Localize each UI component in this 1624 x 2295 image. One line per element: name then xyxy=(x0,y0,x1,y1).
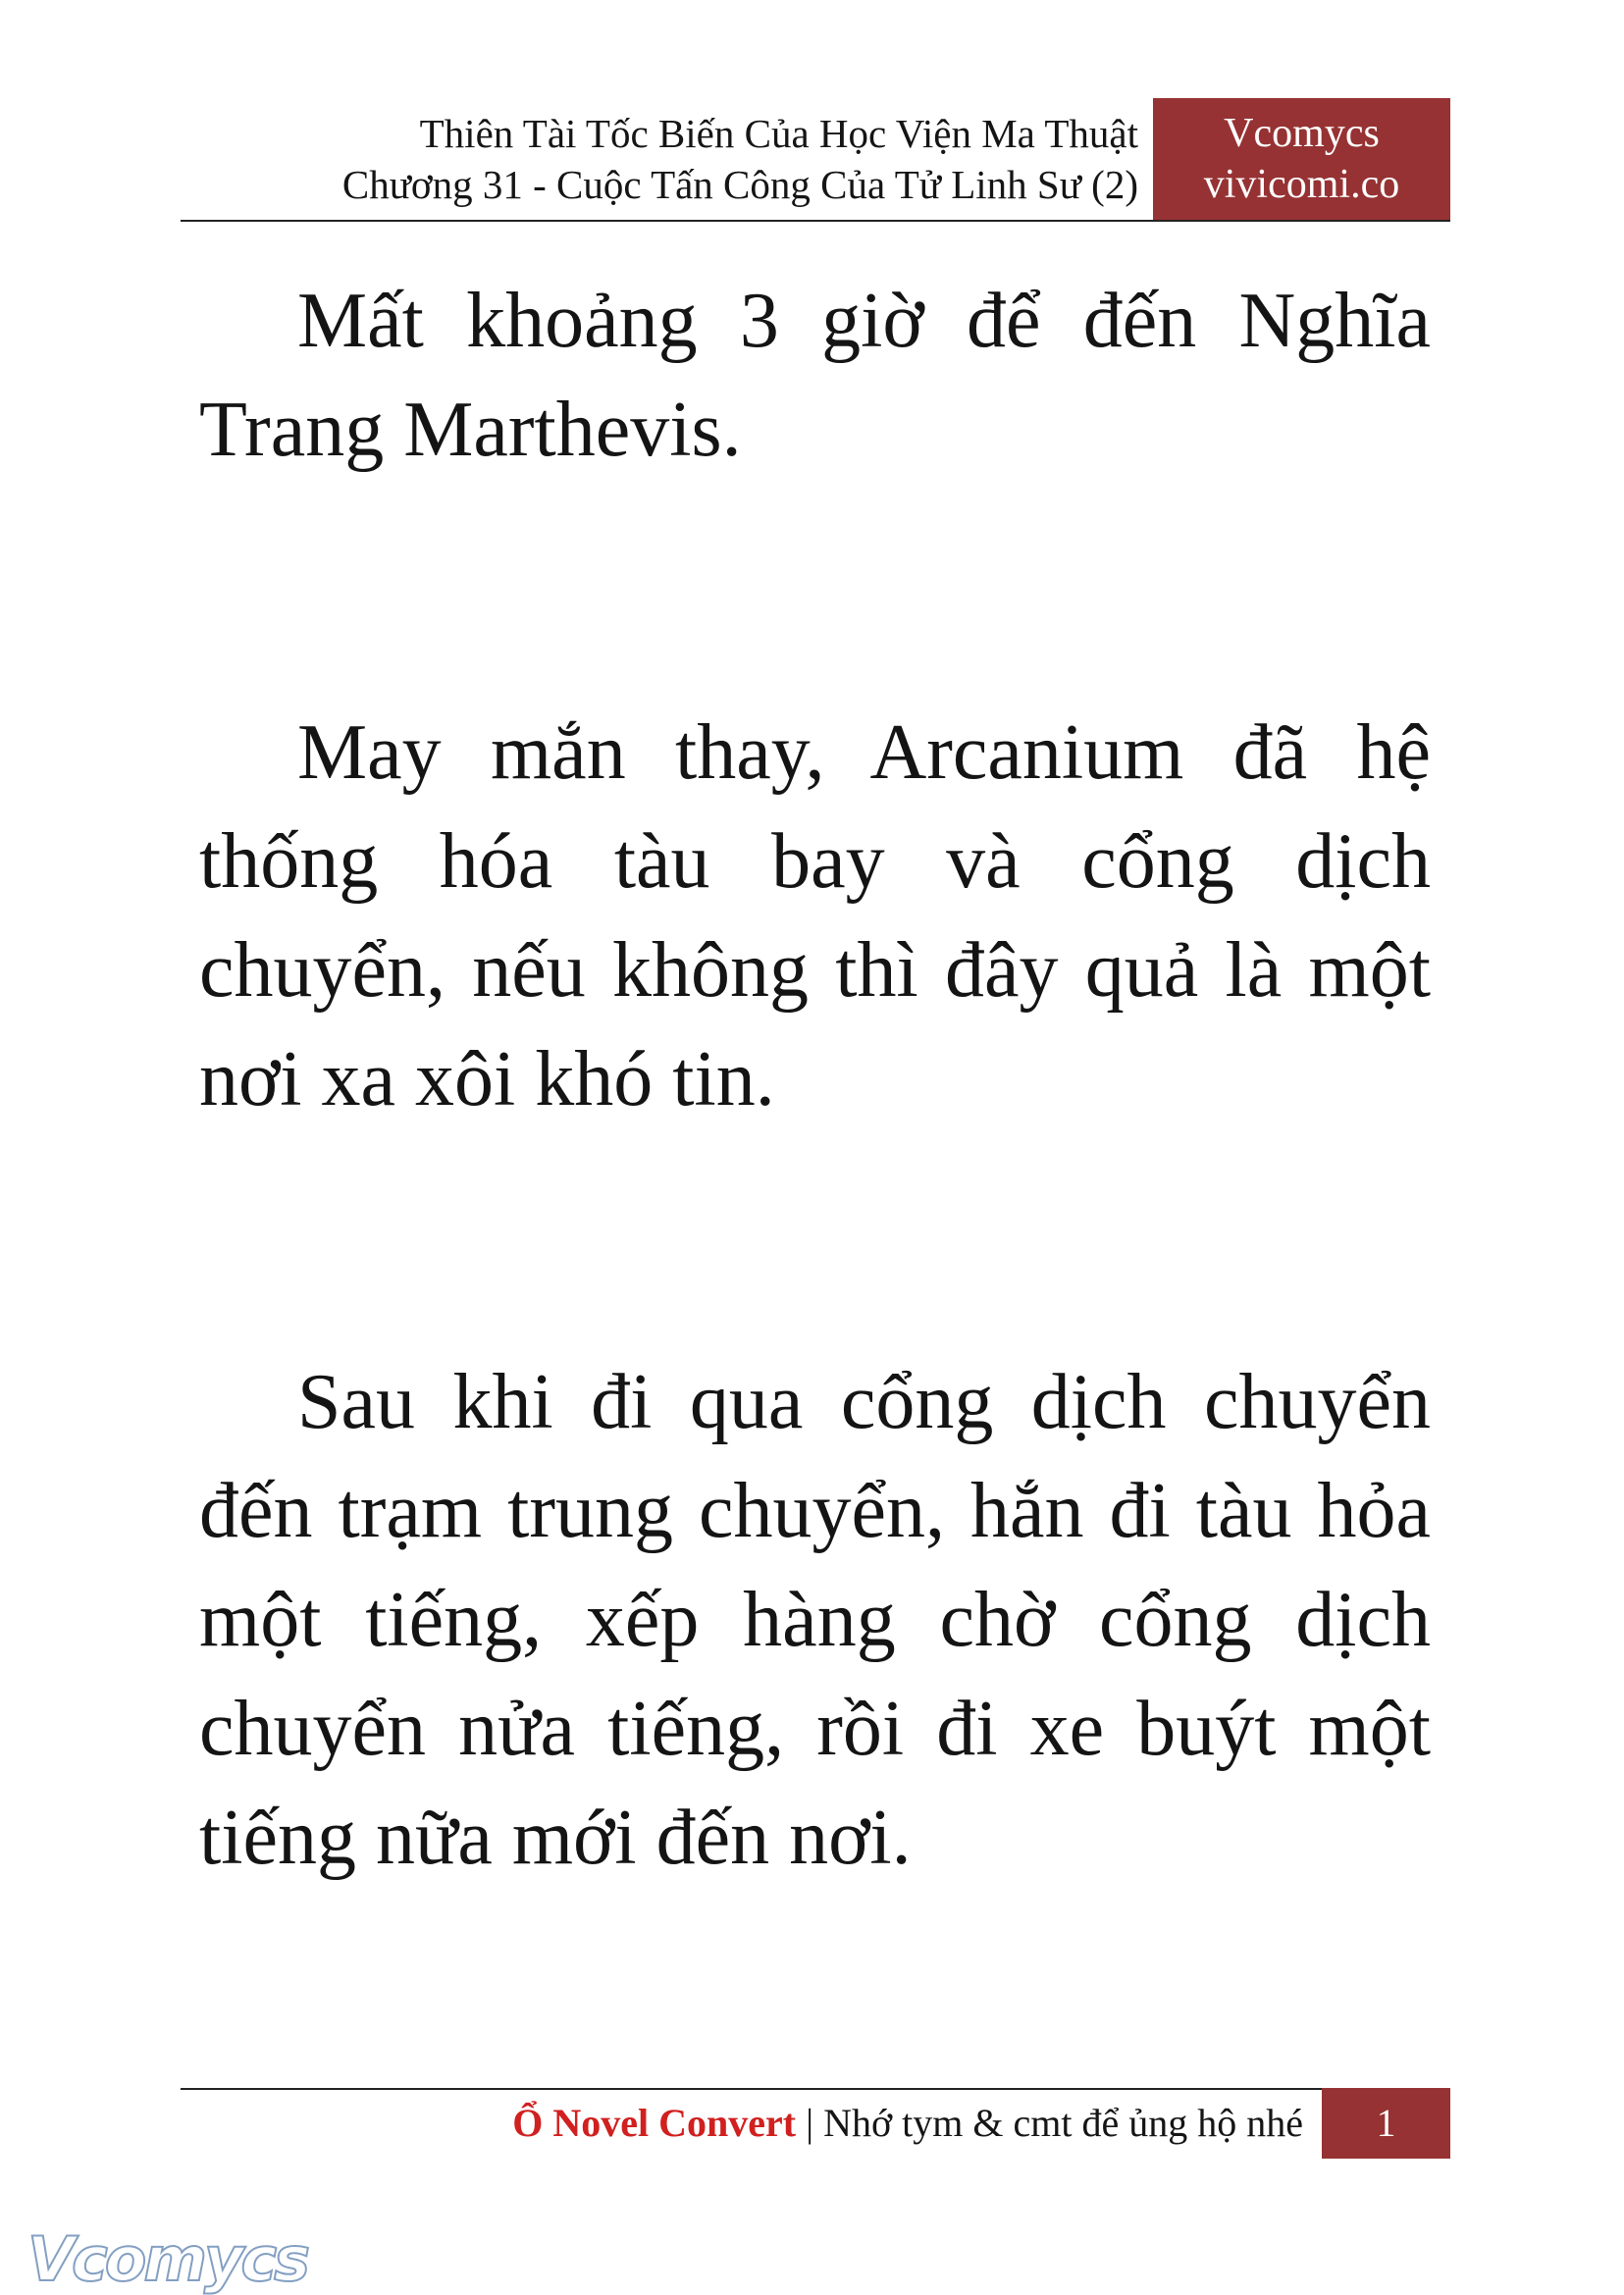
chapter-body xyxy=(199,267,1431,2107)
site-badge xyxy=(1153,98,1450,220)
footer-separator: | xyxy=(806,2101,814,2145)
footer-credits xyxy=(512,2096,1303,2151)
chapter-title: Chương 31 - Cuộc Tấn Công Của Tử Linh Sư (2) xyxy=(341,162,1138,207)
vcomycs-logo: Vcomycs xyxy=(27,2223,308,2295)
page-header xyxy=(181,98,1450,220)
site-url: vivicomi.co xyxy=(1203,162,1400,207)
paragraph: Mất khoảng 3 giờ để đến Nghĩa Trang Marthevis. xyxy=(199,278,1431,473)
paragraph: Sau khi đi qua cổng dịch chuyển đến trạm trung chuyển, hắn đi tàu hỏa một tiếng, xếp hàng chờ cổng dịch chuyển nửa tiếng, rồi đi xe buýt một tiếng nữa mới đến nơi. xyxy=(199,1359,1431,1881)
footer-brand: Ổ Novel Convert xyxy=(512,2101,797,2145)
header-divider xyxy=(181,220,1450,222)
header-titles xyxy=(342,108,1138,210)
paragraph: May mắn thay, Arcanium đã hệ thống hóa tàu bay và cổng dịch chuyển, nếu không thì đây quả là một nơi xa xôi khó tin. xyxy=(199,709,1431,1122)
page-number: 1 xyxy=(1322,2088,1450,2159)
site-name: Vcomycs xyxy=(1224,111,1380,156)
book-title: Thiên Tài Tốc Biến Của Học Viện Ma Thuật xyxy=(419,111,1138,156)
footer-message: Nhớ tym & cmt để ủng hộ nhé xyxy=(823,2101,1303,2145)
page-footer xyxy=(181,2088,1450,2159)
